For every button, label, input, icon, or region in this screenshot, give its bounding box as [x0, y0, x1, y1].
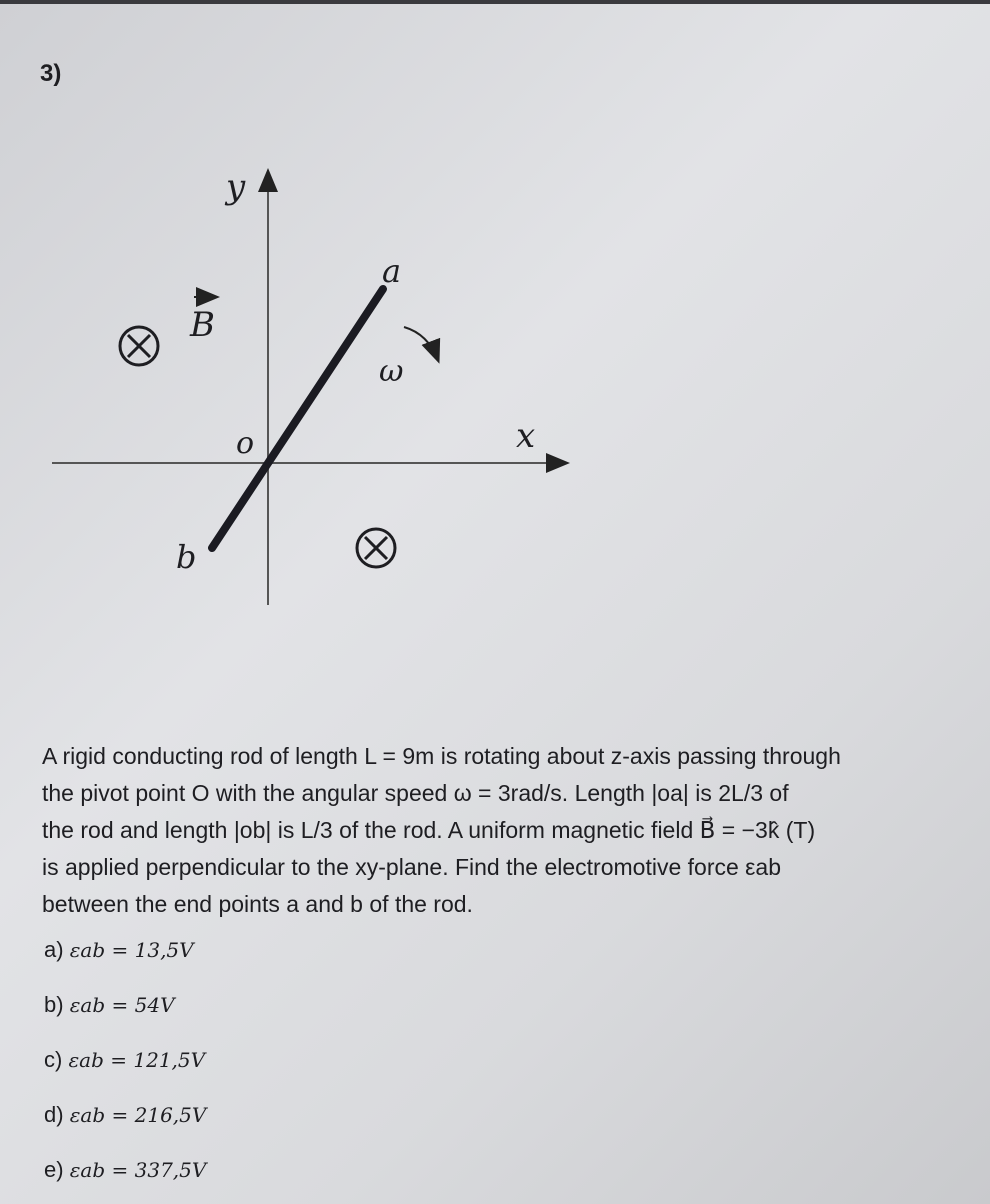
y-axis-label: y — [226, 167, 246, 207]
option-value: εab = 121,5V — [68, 1048, 206, 1072]
end-b-label: b — [176, 538, 197, 576]
option-letter: d) — [44, 1102, 64, 1127]
problem-line: between the end points a and b of the rod. — [42, 891, 473, 917]
field-into-page-icon — [120, 327, 158, 365]
origin-label: o — [236, 426, 255, 461]
option-letter: e) — [44, 1157, 64, 1182]
option-c[interactable] — [44, 1047, 205, 1073]
problem-statement — [42, 738, 942, 923]
field-into-page-icon — [357, 529, 395, 567]
option-a[interactable] — [44, 937, 194, 963]
problem-line: is applied perpendicular to the xy-plane. Find the electromotive force εab — [42, 854, 781, 880]
conducting-rod — [212, 289, 383, 548]
option-letter: c) — [44, 1047, 63, 1072]
problem-line: A rigid conducting rod of length L = 9m is rotating about z-axis passing through — [42, 743, 841, 769]
omega-label: ω — [379, 354, 404, 389]
x-axis-label: x — [516, 416, 536, 456]
question-number: 3) — [40, 60, 62, 87]
option-value: εab = 337,5V — [69, 1158, 207, 1182]
rotation-arrow-icon — [404, 327, 438, 360]
problem-line: the pivot point O with the angular speed ω = 3rad/s. Length |oa| is 2L/3 of — [42, 780, 789, 806]
option-value: εab = 54V — [69, 993, 175, 1017]
field-label: B — [190, 305, 215, 345]
end-a-label: a — [382, 252, 402, 290]
option-value: εab = 216,5V — [69, 1103, 207, 1127]
option-e[interactable] — [44, 1157, 206, 1183]
option-value: εab = 13,5V — [69, 938, 194, 962]
option-letter: b) — [44, 992, 64, 1017]
option-letter: a) — [44, 937, 64, 962]
problem-line: the rod and length |ob| is L/3 of the rod. A uniform magnetic field B⃗ = −3k̂ (T) — [42, 817, 816, 843]
option-d[interactable] — [44, 1102, 206, 1128]
option-b[interactable] — [44, 992, 175, 1018]
